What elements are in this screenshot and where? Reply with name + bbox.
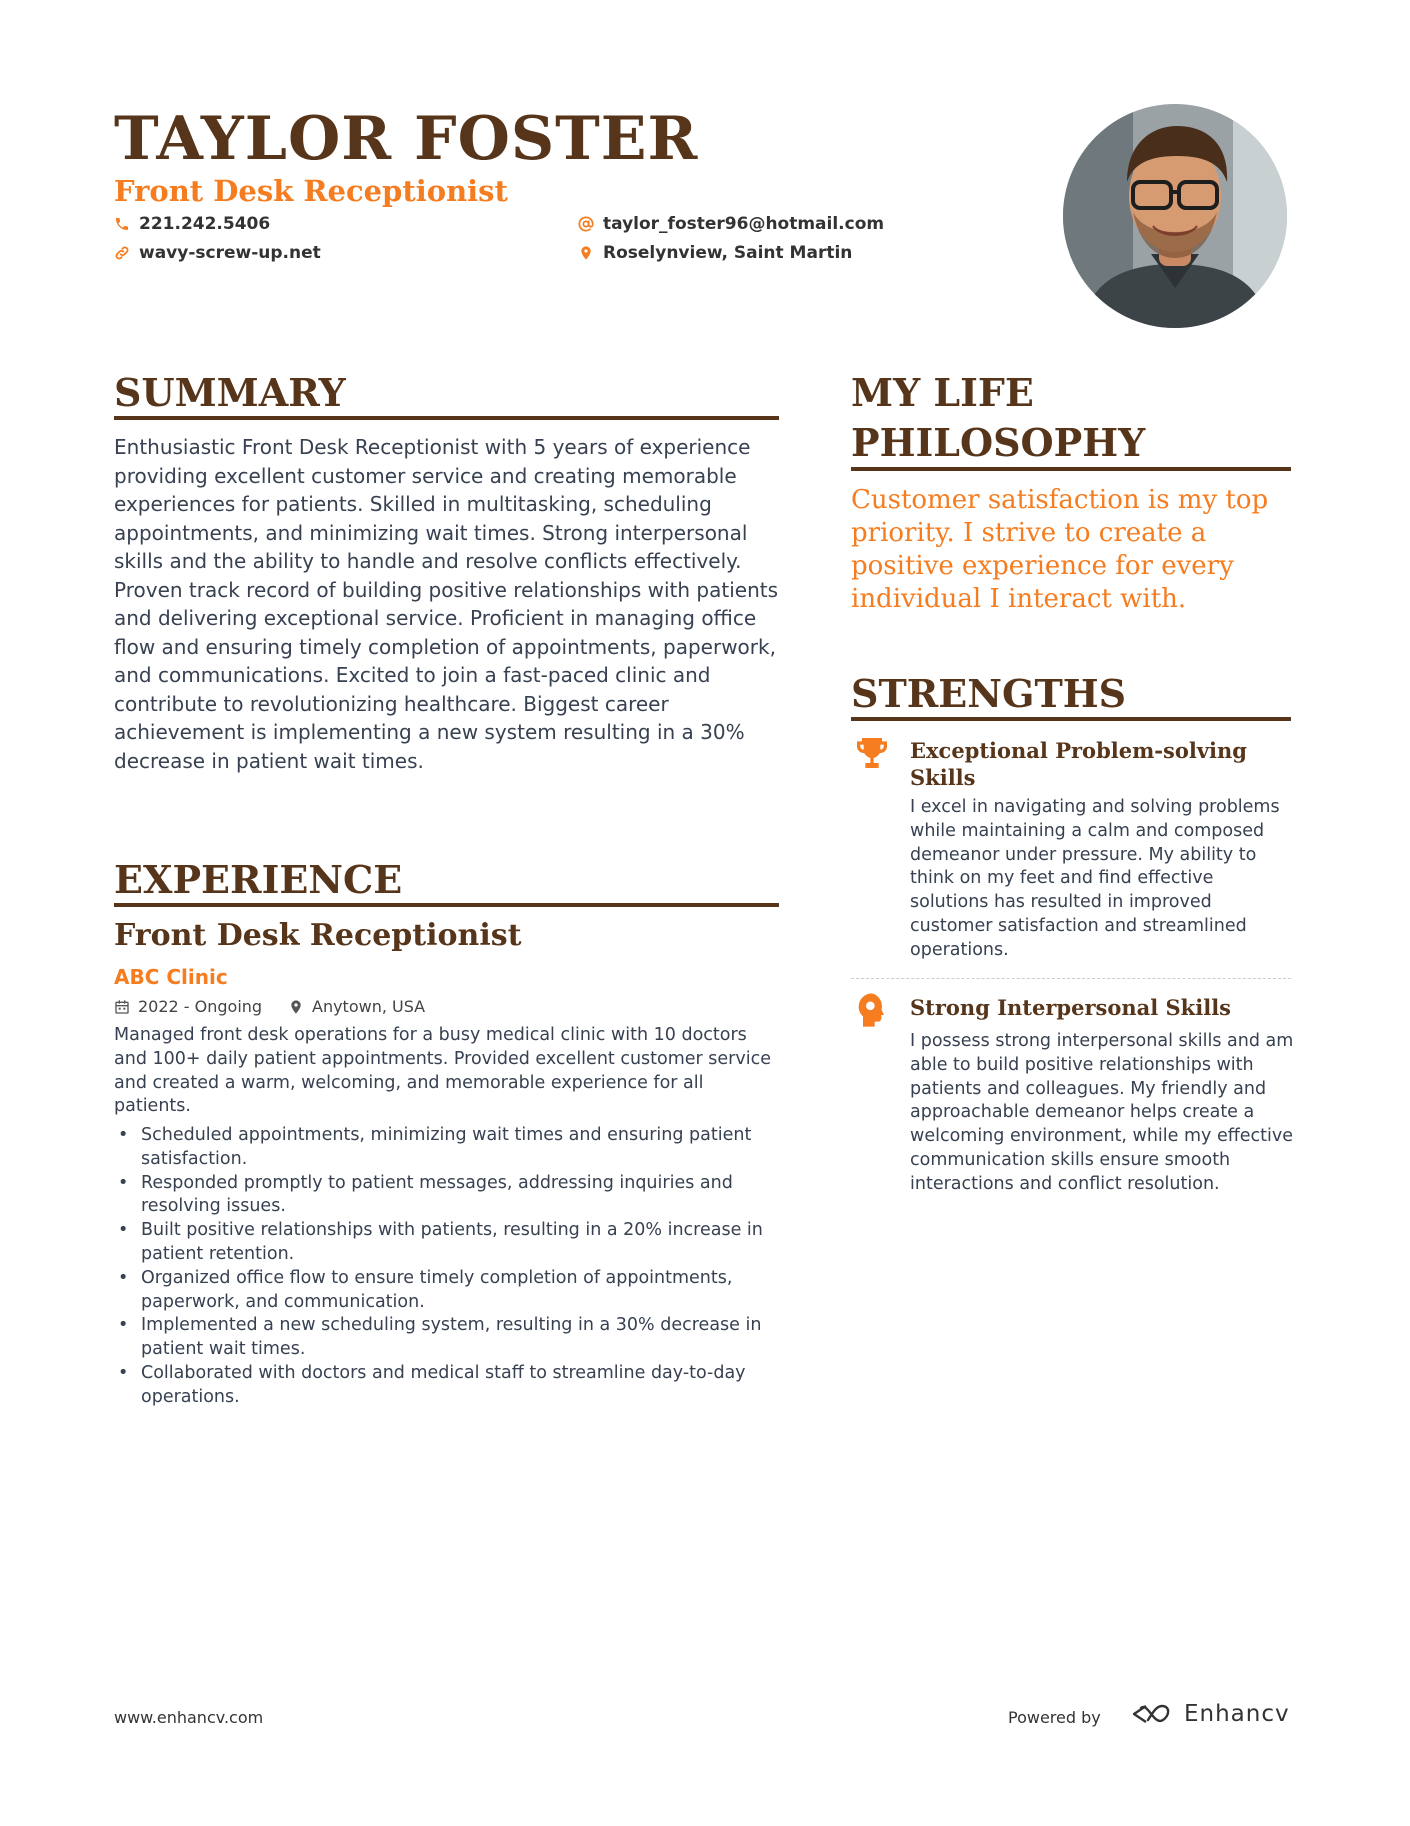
job-location-text: Anytown, USA bbox=[312, 997, 426, 1016]
strengths-heading: STRENGTHS bbox=[851, 671, 1127, 716]
enhancv-logo-icon bbox=[1128, 1700, 1176, 1728]
list-item: • Implemented a new scheduling system, resulting in a 30% decrease in patient wait times. bbox=[114, 1314, 779, 1362]
contact-email[interactable] bbox=[578, 214, 884, 234]
experience-heading: EXPERIENCE bbox=[114, 857, 403, 902]
philosophy-divider bbox=[851, 467, 1291, 471]
strength-title-problem-solving: Exceptional Problem-solving Skills bbox=[910, 738, 1247, 790]
job-dates bbox=[114, 997, 262, 1016]
strengths-divider bbox=[851, 717, 1291, 721]
brand-name: Enhancv bbox=[1184, 1701, 1290, 1727]
strength-text-interpersonal: I possess strong interpersonal skills and am able to build positive relationships with patients and colleagues. My friendly and approachable demeanor helps create a welcoming environment, while my effective communication skills ensure smooth interactions and conflict resolution. bbox=[910, 1031, 1294, 1194]
candidate-title: Front Desk Receptionist bbox=[114, 174, 508, 208]
phone-icon bbox=[114, 216, 130, 232]
contact-phone bbox=[114, 214, 270, 234]
trophy-icon bbox=[852, 733, 892, 773]
email-text[interactable]: taylor_foster96@hotmail.com bbox=[603, 214, 885, 234]
at-icon bbox=[578, 216, 594, 232]
strength-separator bbox=[851, 978, 1291, 979]
job-location bbox=[288, 997, 425, 1016]
brand-logo[interactable] bbox=[1128, 1700, 1290, 1728]
job-company: ABC Clinic bbox=[114, 965, 228, 989]
strength-text-problem-solving: I excel in navigating and solving problems while maintaining a calm and composed demeanor under pressure. My ability to think on my feet and find effective solutions has resulted in improved customer satisfaction and streamlined operations. bbox=[910, 797, 1280, 960]
job-dates-text: 2022 - Ongoing bbox=[138, 997, 263, 1016]
location-text: Roselynview, Saint Martin bbox=[603, 243, 853, 263]
philosophy-heading-line1: MY LIFE bbox=[851, 370, 1034, 415]
job-title: Front Desk Receptionist bbox=[114, 918, 522, 953]
footer-website[interactable]: www.enhancv.com bbox=[114, 1708, 264, 1727]
map-pin-icon bbox=[288, 999, 304, 1015]
phone-text: 221.242.5406 bbox=[139, 214, 271, 234]
powered-by-label: Powered by bbox=[1008, 1708, 1101, 1727]
list-item: • Responded promptly to patient messages, addressing inquiries and resolving issues. bbox=[114, 1172, 779, 1220]
list-item: • Collaborated with doctors and medical staff to streamline day-to-day operations. bbox=[114, 1362, 779, 1410]
map-pin-icon bbox=[578, 245, 594, 261]
summary-text: Enthusiastic Front Desk Receptionist with 5 years of experience providing excellent customer service and creating memorable experiences for patients. Skilled in multitasking, scheduling appointments, and minimizing wait times. Strong interpersonal skills and the ability to handle and resolve conflicts effectively. Proven track record of building positive relationships with patients and delivering exceptional service. Proficient in managing office flow and ensuring timely completion of appointments, paperwork, and communications. Excited to join a fast-paced clinic and contribute to revolutionizing healthcare. Biggest career achievement is implementing a new system resulting in a 30% decrease in patient wait times. bbox=[114, 435, 779, 773]
philosophy-heading-line2: PHILOSOPHY bbox=[851, 420, 1146, 465]
job-description: Managed front desk operations for a busy medical clinic with 10 doctors and 100+ daily patient appointments. Provided excellent customer service and created a warm, welcoming, and memorable experience for all patients. bbox=[114, 1025, 771, 1117]
philosophy-quote: Customer satisfaction is my top priority. I strive to create a positive experience for every individual I interact with. bbox=[851, 485, 1269, 614]
contact-location bbox=[578, 243, 852, 263]
experience-divider bbox=[114, 903, 779, 907]
website-text[interactable]: wavy-screw-up.net bbox=[139, 243, 321, 263]
summary-heading: SUMMARY bbox=[114, 370, 346, 415]
list-item: • Organized office flow to ensure timely completion of appointments, paperwork, and communication. bbox=[114, 1267, 779, 1315]
candidate-name: TAYLOR FOSTER bbox=[114, 104, 699, 174]
strength-title-interpersonal: Strong Interpersonal Skills bbox=[910, 995, 1231, 1020]
calendar-icon bbox=[114, 999, 130, 1015]
avatar bbox=[1063, 104, 1287, 328]
head-icon bbox=[852, 990, 892, 1030]
contact-website[interactable] bbox=[114, 243, 321, 263]
list-item: • Built positive relationships with patients, resulting in a 20% increase in patient retention. bbox=[114, 1219, 779, 1267]
list-item: • Scheduled appointments, minimizing wait times and ensuring patient satisfaction. bbox=[114, 1124, 779, 1172]
summary-divider bbox=[114, 416, 779, 420]
link-icon bbox=[114, 245, 130, 261]
job-bullets bbox=[114, 1124, 779, 1410]
